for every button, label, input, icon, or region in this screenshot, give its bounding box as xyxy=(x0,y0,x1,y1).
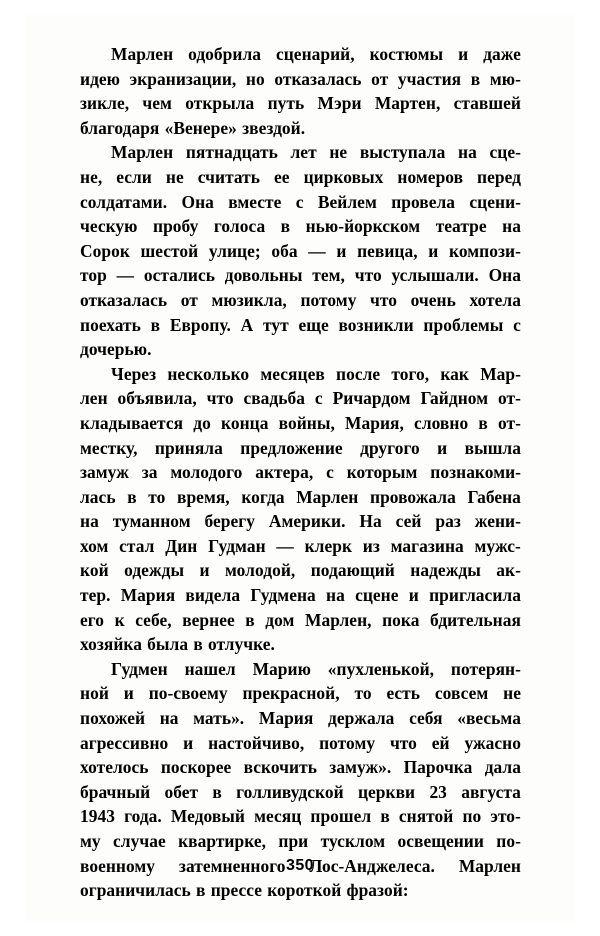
word: — xyxy=(276,535,294,556)
text-line xyxy=(80,190,521,215)
word: вышла xyxy=(464,437,521,458)
word: кой xyxy=(80,560,109,581)
word: то xyxy=(354,683,372,704)
word: с xyxy=(513,314,521,335)
word: Сорок xyxy=(80,240,130,261)
text-line xyxy=(80,804,521,829)
word: лен xyxy=(80,388,108,409)
word: сце- xyxy=(489,142,521,163)
word: и xyxy=(199,560,210,581)
word: считать xyxy=(197,166,261,187)
word: Она xyxy=(181,191,214,212)
word: довольны xyxy=(224,265,303,286)
word: обет xyxy=(164,781,199,802)
word: от xyxy=(180,289,198,310)
word: месяцев xyxy=(260,363,325,384)
word: что xyxy=(206,388,234,409)
text-line xyxy=(80,681,521,706)
word: путь xyxy=(267,93,305,114)
word: театре xyxy=(435,216,487,237)
word: не xyxy=(503,683,521,704)
text-line xyxy=(80,731,521,756)
word: Марлен, xyxy=(305,609,372,630)
text-line xyxy=(80,288,521,313)
word: словно xyxy=(414,412,469,433)
word: Через xyxy=(111,363,157,384)
word: одобрила xyxy=(188,44,262,64)
text-line xyxy=(80,67,521,92)
word: Габена xyxy=(467,486,521,507)
text-line xyxy=(80,362,521,387)
word: Гайдном xyxy=(420,388,489,409)
word: свадьба xyxy=(243,388,306,409)
word: потому xyxy=(319,732,376,753)
word: военному xyxy=(80,855,156,876)
word: Европу. xyxy=(169,314,231,335)
word: брачный xyxy=(80,781,151,802)
word: тор xyxy=(80,265,107,286)
word: это- xyxy=(490,806,521,827)
word: при xyxy=(278,831,309,851)
word: до xyxy=(193,412,211,433)
word: затемненного xyxy=(178,855,286,876)
word: потерян- xyxy=(450,658,521,679)
word: после xyxy=(336,363,381,384)
word: голоса xyxy=(213,216,266,237)
word: то xyxy=(148,486,166,507)
word: к xyxy=(114,609,125,630)
page-number: 350 xyxy=(286,857,314,874)
word: фразой: xyxy=(346,880,409,901)
word: экранизации, xyxy=(129,68,237,89)
text-line xyxy=(80,829,521,854)
word: от xyxy=(371,68,389,89)
word: молодого xyxy=(170,462,243,483)
word: отлучке. xyxy=(208,634,275,655)
text-line xyxy=(80,780,521,805)
word: из xyxy=(362,535,380,556)
paragraph xyxy=(80,42,521,140)
word: Марию xyxy=(252,658,311,679)
word: держала xyxy=(327,708,395,729)
word: «Венере» xyxy=(164,117,237,138)
text-line xyxy=(80,263,521,288)
word: тем, xyxy=(312,265,345,286)
text-line xyxy=(80,534,521,559)
word: хозяйка xyxy=(80,634,142,655)
word: освещении xyxy=(397,831,484,851)
word: открыла xyxy=(185,93,255,114)
word: была xyxy=(147,634,189,655)
word: не xyxy=(329,142,348,163)
word: в xyxy=(196,880,206,901)
word: 23 xyxy=(429,781,447,802)
word: А xyxy=(240,314,254,335)
word: другого xyxy=(360,437,420,458)
word: оба xyxy=(271,240,298,261)
word: отказалась xyxy=(274,68,362,89)
text-line xyxy=(80,411,521,436)
word: туманном xyxy=(112,511,191,532)
word: и xyxy=(183,732,194,753)
word: Медовый xyxy=(170,806,245,827)
word: кладывается xyxy=(80,412,184,433)
word: которым xyxy=(346,462,418,483)
word: хотелось xyxy=(80,757,149,778)
word: очень xyxy=(410,289,456,310)
word: тер. xyxy=(80,585,111,606)
word: прессе xyxy=(210,880,262,901)
word: года. xyxy=(124,806,162,827)
word: тусклом xyxy=(320,831,386,851)
word: «пухленькой, xyxy=(327,658,435,679)
word: ческую xyxy=(80,216,138,237)
word: но xyxy=(245,68,265,89)
paragraph xyxy=(80,362,521,657)
word: короткой xyxy=(267,880,342,901)
word: магазина xyxy=(390,535,464,556)
word: Мария xyxy=(258,708,314,729)
word: ее xyxy=(274,166,290,187)
text-line xyxy=(80,878,521,903)
word: остались xyxy=(143,265,215,286)
word: мать». xyxy=(193,708,245,729)
word: даже xyxy=(483,44,521,64)
text-line xyxy=(80,337,521,362)
word: себе, xyxy=(135,609,172,630)
word: прошел xyxy=(310,806,372,827)
word: на xyxy=(159,708,179,729)
word: похожей xyxy=(80,708,146,729)
word: что xyxy=(354,265,382,286)
word: в xyxy=(380,806,390,827)
word: лет xyxy=(290,142,317,163)
word: «весьма xyxy=(457,708,521,729)
word: и xyxy=(408,585,419,606)
text-line xyxy=(80,91,521,116)
word: еще xyxy=(298,314,329,335)
word: певица, xyxy=(357,240,418,261)
word: не xyxy=(165,166,184,187)
word: 1943 xyxy=(80,806,115,827)
word: голливудской xyxy=(236,781,344,802)
word: августа xyxy=(461,781,521,802)
word: от- xyxy=(498,388,521,409)
word: цирковых xyxy=(303,166,384,187)
word: и xyxy=(123,683,134,704)
word: по-своему xyxy=(148,683,228,704)
word: провожала xyxy=(370,486,456,507)
word: Мария xyxy=(120,585,176,606)
word: агрессивно xyxy=(80,732,169,753)
word: не, xyxy=(80,166,103,187)
word: перед xyxy=(477,166,521,187)
word: предложение xyxy=(240,437,343,458)
word: и xyxy=(458,44,469,64)
word: замуж». xyxy=(329,757,392,778)
word: случае xyxy=(113,831,166,851)
word: что xyxy=(389,732,417,753)
word: Вейлем xyxy=(317,191,377,212)
word: Мартен, xyxy=(374,93,441,114)
word: его xyxy=(80,609,105,630)
text-line xyxy=(80,706,521,731)
word: познакоми- xyxy=(430,462,521,483)
word: видела xyxy=(185,585,241,606)
word: нью-йоркском xyxy=(305,216,421,237)
word: хотела xyxy=(469,289,521,310)
word: замуж xyxy=(80,462,129,483)
word: по- xyxy=(496,831,521,851)
word: пробу xyxy=(153,216,199,237)
word: провела xyxy=(391,191,456,212)
word: мужс- xyxy=(474,535,521,556)
word: настойчиво, xyxy=(208,732,305,753)
text-line xyxy=(80,755,521,780)
text-line xyxy=(80,485,521,510)
word: жени- xyxy=(474,511,521,532)
word: ак- xyxy=(496,560,521,581)
word: на xyxy=(502,216,521,237)
word: раз xyxy=(435,511,461,532)
word: с xyxy=(295,191,304,212)
word: несколько xyxy=(167,363,250,384)
word: месяц xyxy=(254,806,302,827)
word: вернее xyxy=(182,609,235,630)
word: сей xyxy=(395,511,422,532)
word: на xyxy=(80,511,99,532)
text-line xyxy=(80,386,521,411)
word: клерк xyxy=(304,535,353,556)
word: в xyxy=(280,216,291,237)
word: чем xyxy=(142,93,172,114)
word: На xyxy=(359,511,382,532)
word: Америки. xyxy=(268,511,346,532)
word: участия xyxy=(397,68,462,89)
text-line xyxy=(80,313,521,338)
text-line xyxy=(80,140,521,165)
word: — xyxy=(308,240,326,261)
text-line xyxy=(80,608,521,633)
word: актера, xyxy=(255,462,314,483)
word: лась xyxy=(80,486,116,507)
word: и xyxy=(437,437,448,458)
word: по xyxy=(462,806,482,827)
word: в xyxy=(478,412,488,433)
word: объявила, xyxy=(117,388,197,409)
text-line xyxy=(80,165,521,190)
word: Дин xyxy=(165,535,198,556)
word: ей xyxy=(431,732,450,753)
word: вместе xyxy=(228,191,282,212)
word: Марлен xyxy=(111,142,174,163)
word: как xyxy=(440,363,469,384)
word: услышали. xyxy=(391,265,479,286)
word: ной xyxy=(80,683,109,704)
word: Гудман xyxy=(208,535,266,556)
word: хом xyxy=(80,535,109,556)
word: поскорее xyxy=(160,757,232,778)
word: приняла xyxy=(154,437,223,458)
word: пока xyxy=(382,609,420,630)
word: местку, xyxy=(80,437,138,458)
word: му xyxy=(80,831,101,851)
word: за xyxy=(141,462,158,483)
word: что xyxy=(370,289,398,310)
word: проблемы xyxy=(423,314,504,335)
word: сцене xyxy=(355,585,399,606)
text-line xyxy=(80,436,521,461)
word: время, xyxy=(177,486,230,507)
word: мю- xyxy=(489,68,521,89)
word: зикле, xyxy=(80,93,130,114)
word: на xyxy=(326,585,345,606)
word: пятнадцать xyxy=(185,142,278,163)
word: есть xyxy=(386,683,421,704)
word: благодаря xyxy=(80,117,160,138)
word: берегу xyxy=(204,511,255,532)
word: прекрасной, xyxy=(242,683,340,704)
text-line xyxy=(80,657,521,682)
word: ограничилась xyxy=(80,880,191,901)
word: Марлен xyxy=(458,855,521,876)
word: Гудмен xyxy=(111,658,168,679)
word: тут xyxy=(262,314,289,335)
word: потому xyxy=(300,289,357,310)
word: если xyxy=(116,166,152,187)
word: солдатами. xyxy=(80,191,168,212)
word: в xyxy=(127,486,137,507)
text-line xyxy=(80,509,521,534)
word: дом xyxy=(265,609,295,630)
word: войны, xyxy=(278,412,335,433)
word: церкви xyxy=(357,781,416,802)
word: Марлен xyxy=(296,486,359,507)
text-line xyxy=(80,583,521,608)
paragraph xyxy=(80,140,521,361)
word: в xyxy=(150,314,161,335)
word: молодой, xyxy=(225,560,296,581)
word: того, xyxy=(391,363,430,384)
text-line xyxy=(80,239,521,264)
word: компози- xyxy=(449,240,521,261)
word: на xyxy=(458,142,477,163)
word: Лос-Анджелеса. xyxy=(309,855,435,876)
word: одежды xyxy=(124,560,185,581)
text-line xyxy=(80,460,521,485)
word: нашел xyxy=(184,658,236,679)
word: сценарий, xyxy=(275,44,355,64)
word: дала xyxy=(484,757,521,778)
word: с xyxy=(314,388,323,409)
word: поехать xyxy=(80,314,141,335)
word: от- xyxy=(497,412,521,433)
word: квартирке, xyxy=(178,831,267,851)
word: Марлен xyxy=(111,44,174,64)
word: звездой. xyxy=(242,117,306,138)
word: надежды xyxy=(410,560,481,581)
word: и xyxy=(336,240,347,261)
text-line xyxy=(80,214,521,239)
word: ставшей xyxy=(453,93,521,114)
word: совсем xyxy=(434,683,489,704)
text-line xyxy=(80,558,521,583)
word: вскочить xyxy=(243,757,317,778)
word: и xyxy=(428,240,439,261)
word: улице; xyxy=(208,240,261,261)
word: мюзикла, xyxy=(211,289,287,310)
word: идею xyxy=(80,68,121,89)
word: ужасно xyxy=(464,732,521,753)
word: стал xyxy=(119,535,155,556)
word: подающий xyxy=(310,560,395,581)
word: в xyxy=(470,68,481,89)
word: снятой xyxy=(398,806,454,827)
word: Она xyxy=(488,265,521,286)
text-line xyxy=(80,632,521,657)
word: сцени- xyxy=(469,191,521,212)
word: Мария, xyxy=(345,412,404,433)
word: Ричардом xyxy=(332,388,411,409)
word: костюмы xyxy=(369,44,444,64)
word: Мар- xyxy=(480,363,521,384)
word: возникли xyxy=(338,314,414,335)
word: конца xyxy=(221,412,269,433)
word: когда xyxy=(241,486,285,507)
word: Парочка xyxy=(403,757,473,778)
word: дочерью. xyxy=(80,339,152,360)
word: бдительная xyxy=(430,609,521,630)
word: отказалась xyxy=(80,289,168,310)
word: в xyxy=(245,609,255,630)
text-line xyxy=(80,116,521,141)
word: — xyxy=(116,265,135,286)
text-line xyxy=(80,42,521,67)
word: пригласила xyxy=(429,585,521,606)
word: шестой xyxy=(140,240,199,261)
word: в xyxy=(212,781,222,802)
body-text-column xyxy=(80,42,521,903)
word: Мэри xyxy=(317,93,362,114)
word: себя xyxy=(409,708,443,729)
word: номеров xyxy=(397,166,464,187)
word: выступала xyxy=(359,142,446,163)
word: в xyxy=(193,634,203,655)
word: Гудмена xyxy=(250,585,316,606)
word: с xyxy=(326,462,334,483)
